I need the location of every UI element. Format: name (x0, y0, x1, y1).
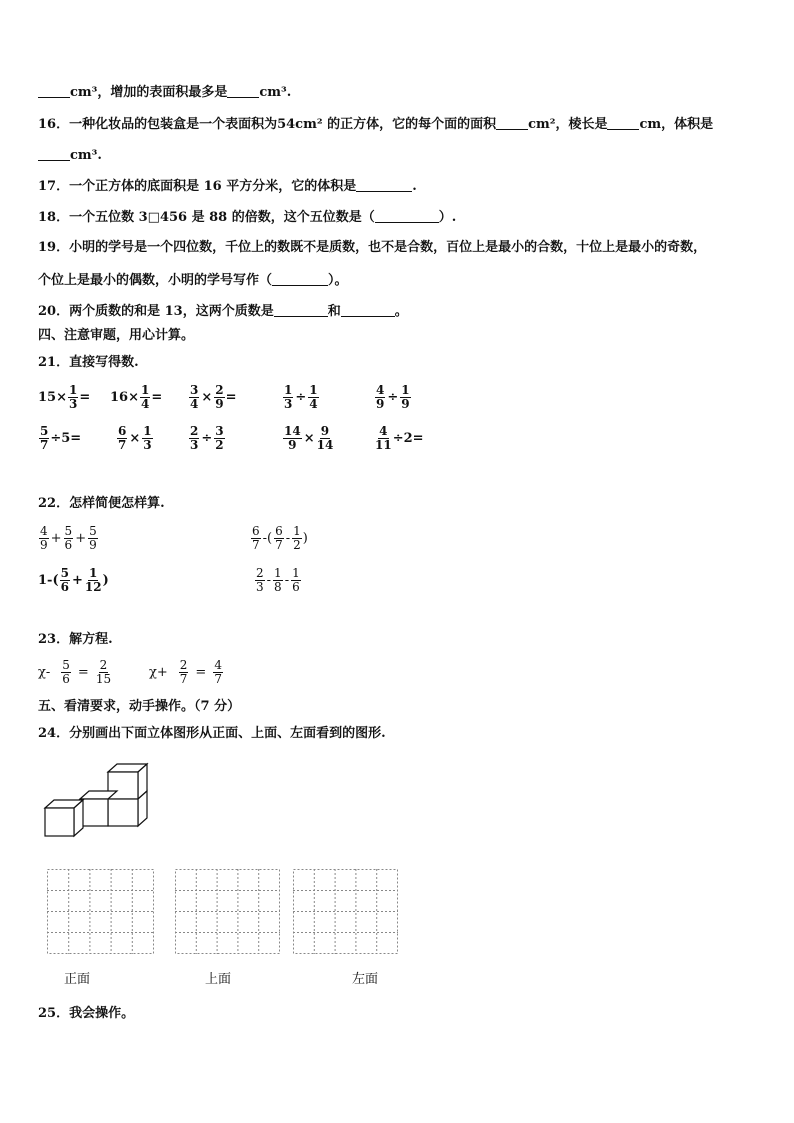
q18: 18．一个五位数 3□456 是 88 的倍数，这个五位数是（ ）. (38, 210, 457, 225)
drawing-grid-front[interactable] (47, 869, 155, 955)
q20: 20．两个质数的和是 13，这两个质数是 和 。 (38, 304, 408, 319)
q19-line2: 个位上是最小的偶数，小明的学号写作（ ）。 (38, 273, 348, 288)
answer-blank[interactable] (341, 303, 395, 317)
q23-equation: χ+ $\frac{2}{7}$ = $\frac{4}{7}$ (149, 658, 222, 686)
q21-expr: $\frac{6}{7}$ × $\frac{1}{3}$ (118, 424, 152, 452)
grid-label-front: 正面 (64, 972, 91, 987)
q21-expr: $\frac{4}{9}$ ÷ $\frac{1}{9}$ (376, 383, 410, 411)
section-heading: 五、看清要求，动手操作。（7 分） (38, 699, 241, 714)
section-heading: 四、注意审题，用心计算。 (38, 328, 195, 343)
answer-blank[interactable] (496, 116, 528, 130)
grid-label-left: 左面 (352, 972, 379, 987)
q21-expr: $\frac{3}{4}$ × $\frac{2}{9}$ = (190, 383, 237, 411)
drawing-grid-top[interactable] (175, 869, 281, 955)
cube-front-face (108, 799, 138, 826)
q25-title: 25．我会操作。 (38, 1006, 135, 1021)
q23-title: 23．解方程. (38, 632, 113, 647)
grid-label-top: 上面 (205, 972, 232, 987)
q21-expr: $\frac{4}{11}$ ÷2= (375, 424, 424, 452)
q21-title: 21．直接写得数. (38, 355, 139, 370)
q22-expr: 1-( $\frac{5}{6}$ + $\frac{1}{12}$ ) (38, 566, 109, 594)
answer-blank[interactable] (227, 84, 259, 98)
answer-blank[interactable] (38, 84, 70, 98)
q22-expr: $\frac{2}{3}$ - $\frac{1}{8}$ - $\frac{1}{6}$ (256, 566, 300, 594)
q21-expr: $\frac{5}{7}$ ÷5= (40, 424, 82, 452)
answer-blank[interactable] (274, 303, 328, 317)
cube-front-face (80, 799, 108, 826)
drawing-grid-left[interactable] (293, 869, 399, 955)
answer-blank[interactable] (375, 209, 439, 223)
answer-blank[interactable] (607, 116, 639, 130)
q16-line1: 16．一种化妆品的包装盒是一个表面积为54cm² 的正方体，它的每个面的面积 cm²，棱长是 cm，体积是 (38, 117, 714, 132)
q19-line1: 19．小明的学号是一个四位数，千位上的数既不是质数，也不是合数，百位上是最小的合数，十位上是最小的奇数， (38, 240, 707, 255)
answer-blank[interactable] (38, 147, 70, 161)
q16-line2: cm³. (38, 147, 102, 164)
q23-equation: χ- $\frac{5}{6}$ = $\frac{2}{15}$ (38, 658, 112, 686)
cube-figure (40, 760, 155, 840)
q21-expr: $\frac{2}{3}$ ÷ $\frac{3}{2}$ (190, 424, 224, 452)
q15-tail: cm³，增加的表面积最多是 cm³. (38, 84, 291, 101)
cube-front-face (45, 808, 74, 836)
q21-expr: $\frac{14}{9}$ × $\frac{9}{14}$ (284, 424, 334, 452)
q22-expr: $\frac{6}{7}$ -( $\frac{6}{7}$ - $\frac{1}{2}$ ) (252, 524, 308, 552)
q21-expr: $\frac{1}{3}$ ÷ $\frac{1}{4}$ (284, 383, 318, 411)
q22-title: 22．怎样简便怎样算. (38, 496, 165, 511)
q17: 17．一个正方体的底面积是 16 平方分米，它的体积是 . (38, 179, 417, 194)
q21-expr: 16× $\frac{1}{4}$ = (110, 383, 163, 411)
answer-blank[interactable] (356, 178, 412, 192)
q22-expr: $\frac{4}{9}$ + $\frac{5}{6}$ + $\frac{5}{9}$ (40, 524, 97, 552)
q21-expr: 15× $\frac{1}{3}$ = (38, 383, 91, 411)
q24-title: 24．分别画出下面立体图形从正面、上面、左面看到的图形. (38, 726, 386, 741)
answer-blank[interactable] (272, 272, 328, 286)
